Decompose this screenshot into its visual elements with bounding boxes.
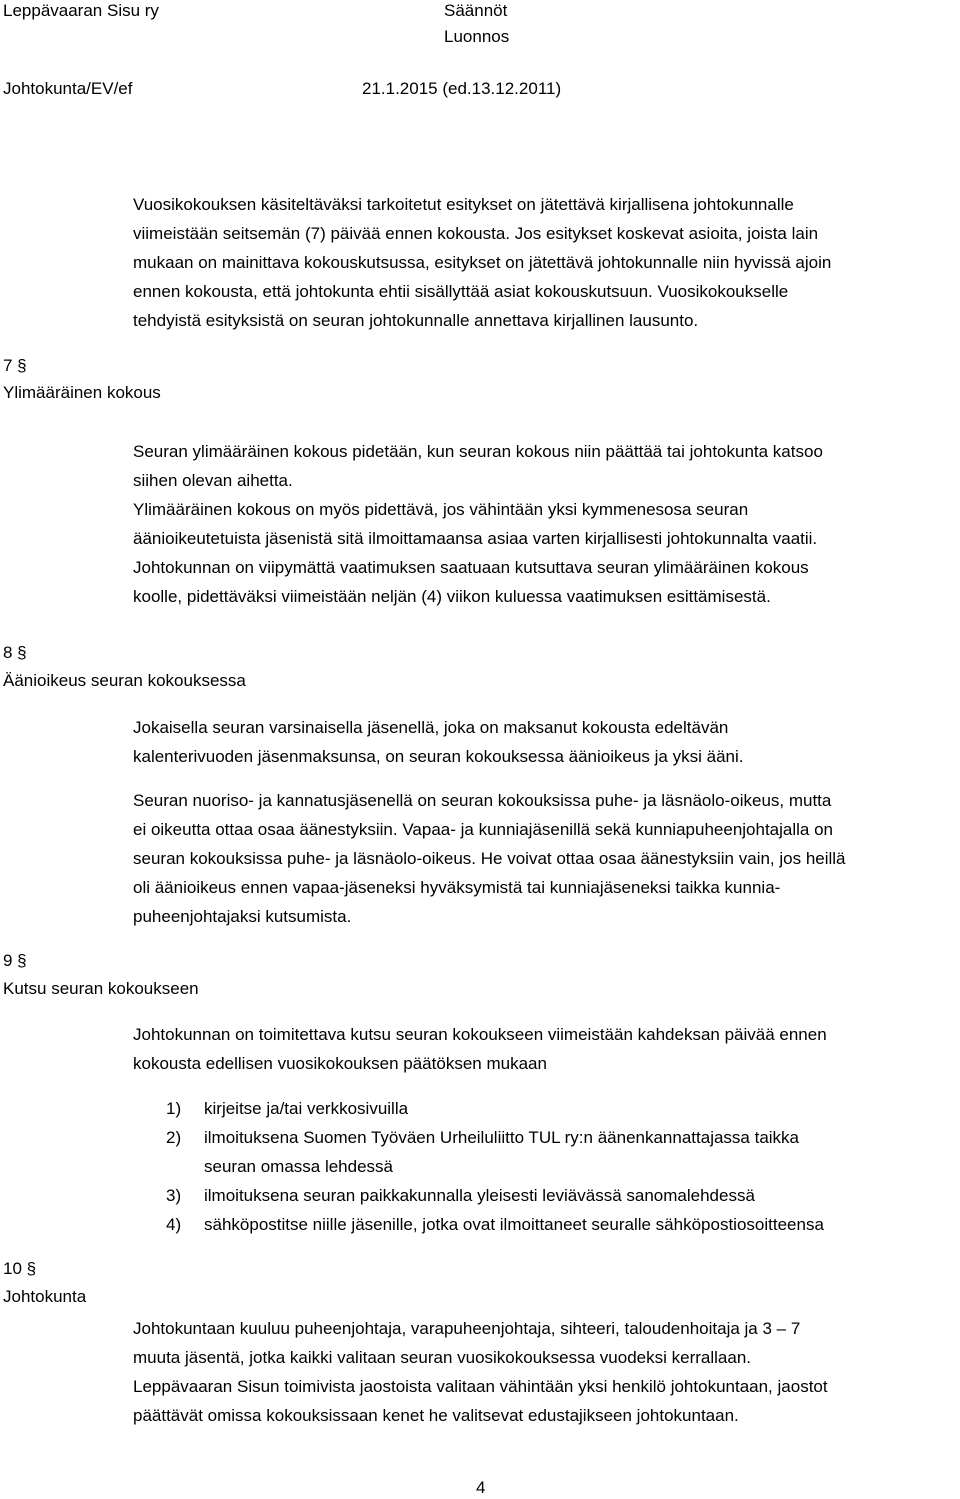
- section-number: 10 §: [3, 1259, 37, 1278]
- section-paragraph: [133, 713, 743, 771]
- paragraph-line: puheenjohtajaksi kutsumista.: [133, 907, 352, 926]
- list-item-text: ilmoituksena Suomen Työväen Urheiluliitto TUL ry:n äänenkannattajassa taikka: [204, 1128, 800, 1147]
- header-date: 21.1.2015 (ed.13.12.2011): [362, 79, 562, 98]
- paragraph-line: kalenterivuoden jäsenmaksunsa, on seuran kokouksessa äänioikeus ja yksi ääni.: [133, 747, 744, 766]
- section-title: Johtokunta: [3, 1287, 87, 1306]
- paragraph-line: seuran kokouksissa puhe- ja läsnäolo-oikeus. He voivat ottaa osaa äänestyksiin vain, jos heillä: [133, 849, 846, 868]
- paragraph-line: ennen kokousta, että johtokunta ehtii sisällyttää asiat kokouskutsuun. Vuosikokoukselle: [133, 282, 789, 301]
- section-title: Kutsu seuran kokoukseen: [3, 979, 199, 998]
- section-number: 9 §: [3, 951, 27, 970]
- section-paragraph: [133, 437, 823, 611]
- list-item-text: ilmoituksena seuran paikkakunnalla yleisesti leviävässä sanomalehdessä: [204, 1186, 755, 1205]
- section-paragraph: [133, 1020, 827, 1078]
- paragraph-line: Johtokunnan on viipymättä vaatimuksen saatuaan kutsuttava seuran ylimääräinen kokous: [133, 558, 809, 577]
- paragraph-line: viimeistään seitsemän (7) päivää ennen kokousta. Jos esitykset koskevat asioita, joista lain: [133, 224, 819, 243]
- paragraph-line: siihen olevan aihetta.: [133, 471, 293, 490]
- list-item-text: sähköpostitse niille jäsenille, jotka ovat ilmoittaneet seuralle sähköpostiosoitteensa: [204, 1215, 824, 1234]
- paragraph-line: Seuran ylimääräinen kokous pidetään, kun seuran kokous niin päättää tai johtokunta katsoo: [133, 442, 823, 461]
- paragraph-line: päättävät omissa kokouksissaan kenet he valitsevat edustajikseen johtokuntaan.: [133, 1406, 739, 1425]
- paragraph-line: koolle, pidettäväksi viimeistään neljän (4) viikon kuluessa vaatimuksen esittämisestä.: [133, 587, 771, 606]
- header-author: Johtokunta/EV/ef: [3, 79, 133, 98]
- paragraph-line: äänioikeutetuista jäsenistä sitä ilmoittamaansa asiaa varten kirjallisesti johtokunnalta vaatii.: [133, 529, 818, 548]
- paragraph-line: Seuran nuoriso- ja kannatusjäsenellä on seuran kokouksissa puhe- ja läsnäolo-oikeus, mutta: [133, 791, 832, 810]
- paragraph-line: Vuosikokouksen käsiteltäväksi tarkoitetut esitykset on jätettävä kirjallisena johtokunnalle: [133, 195, 794, 214]
- paragraph-line: Ylimääräinen kokous on myös pidettävä, jos vähintään yksi kymmenesosa seuran: [133, 500, 749, 519]
- paragraph-line: Johtokuntaan kuuluu puheenjohtaja, varapuheenjohtaja, sihteeri, taloudenhoitaja ja 3 – 7: [133, 1319, 801, 1338]
- section-title: Äänioikeus seuran kokouksessa: [3, 671, 246, 690]
- intro-paragraph: [133, 190, 831, 335]
- paragraph-line: tehdyistä esityksistä on seuran johtokunnalle annettava kirjallinen lausunto.: [133, 311, 699, 330]
- list-item-number: 2): [166, 1128, 182, 1147]
- list-item-number: 1): [166, 1099, 182, 1118]
- list-item-number: 3): [166, 1186, 182, 1205]
- header-status: Luonnos: [444, 27, 510, 46]
- section-paragraph: [133, 1314, 828, 1430]
- paragraph-line: kokousta edellisen vuosikokouksen päätöksen mukaan: [133, 1054, 547, 1073]
- paragraph-line: Leppävaaran Sisun toimivista jaostoista valitaan vähintään yksi henkilö johtokuntaan, jaostot: [133, 1377, 828, 1396]
- section-paragraph: [133, 786, 846, 931]
- section-title: Ylimääräinen kokous: [3, 383, 161, 402]
- list-item-text: kirjeitse ja/tai verkkosivuilla: [204, 1099, 409, 1118]
- header-org-name: Leppävaaran Sisu ry: [3, 1, 159, 20]
- paragraph-line: mukaan on mainittava kokouskutsussa, esitykset on jätettävä johtokunnalle niin hyvissä ajoin: [133, 253, 832, 272]
- paragraph-line: Jokaisella seuran varsinaisella jäsenellä, joka on maksanut kokousta edeltävän: [133, 718, 729, 737]
- page-number: 4: [476, 1478, 486, 1497]
- header-doc-type: Säännöt: [444, 1, 508, 20]
- list-item-number: 4): [166, 1215, 182, 1234]
- paragraph-line: ei oikeutta ottaa osaa äänestyksiin. Vapaa- ja kunniajäsenillä sekä kunniapuheenjohtajalla on: [133, 820, 834, 839]
- section-number: 7 §: [3, 356, 27, 375]
- paragraph-line: oli äänioikeus ennen vapaa-jäseneksi hyväksymistä tai kunniajäseneksi taikka kunnia-: [133, 878, 781, 897]
- list-item-text: seuran omassa lehdessä: [204, 1157, 394, 1176]
- section-number: 8 §: [3, 643, 27, 662]
- paragraph-line: muuta jäsentä, jotka kaikki valitaan seuran vuosikokouksessa vuodeksi kerrallaan.: [133, 1348, 751, 1367]
- paragraph-line: Johtokunnan on toimitettava kutsu seuran kokoukseen viimeistään kahdeksan päivää ennen: [133, 1025, 827, 1044]
